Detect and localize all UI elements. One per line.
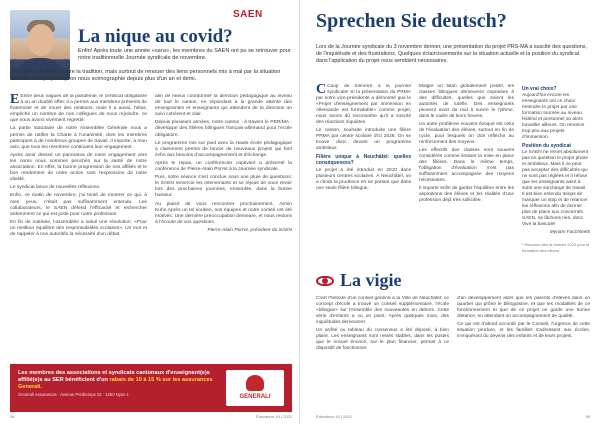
paragraph: Le canton, souhaite introduire une filière PRMA par centre scolaire d'ici 2026. On se trouve donc devant un programme ambitieux. [316, 128, 411, 151]
paragraph: Le programme mis sur pied avec la Haute école pédagogique a clairement permis de lancer de nouveaux projets qui font écho aux besoins d'accompagnement et d'échange. [155, 140, 292, 158]
paragraph: C'est l'histoire d'un conseil général à la Ville de Neuchâtel: ce concept d'école a trouvé un conseil supplémentaire, l'école «bilingue» sur l'ensemble des nouveautés en dehors. Cette série d'enfants a vu un point. Après quelques mois, des inquiétudes demeurent. [316, 296, 449, 325]
paragraph: Depuis plusieurs années, notre canton - à travers le PER/MA - développe des filières bilingues français-allemand pour l'école obligatoire. [155, 120, 292, 138]
photo-face [28, 24, 54, 56]
dropcap: E [10, 94, 20, 107]
body-columns-right [316, 84, 514, 264]
paragraph: Ce qui est d'abord accordé par le Conseil, l'urgence de cette situation perdure, et les familles s'adressent aux écoles, s'enquérant du devenir des enfants et de leurs projets. [457, 322, 590, 339]
generali-ad-banner[interactable] [10, 364, 292, 412]
paragraph: Un arrêté ou tableau du consensus a été déposé, à bien plaire. Les enseignants sont restés stables, dans les postes que le nouvel énoncé, sur le plan financier, permet à ce dispositif de fonctionner. [316, 328, 449, 351]
sidebar-paragraph: Le SAEN ne remet absolument pas en question le projet phare et ambitieux. Mais il ne peut pas accepter des difficultés qui ne sont pas réglées et il refuse que les enseignants aient à subir une surcharge de travail. [522, 150, 589, 191]
page-number: 39 [585, 414, 590, 419]
article-title-left: La nique au covid? [78, 26, 233, 47]
paragraph: Un autre problème souvent évoqué est celui de l'évaluation des élèves, surtout en fin de cycle, pour lesquels on doit réfléchir au renforcement des moyens. [419, 122, 514, 145]
saen-logo: SAEN [233, 9, 263, 20]
generali-logo [226, 370, 284, 406]
issue-label: Éducateur 10 | 2021 [256, 414, 292, 419]
dropcap: C [316, 84, 327, 97]
ad-headline: Les membres des associations et syndicats cantonaux d'enseignant(e)s affilié(e)s au SER bénéficient d'un rabais de 10 à 15 % sur les assurances Generali. [18, 370, 213, 390]
right-page [300, 0, 599, 424]
sidebar [522, 84, 590, 266]
column-1 [10, 94, 147, 364]
body-columns-left [10, 94, 292, 364]
intro-lead: Enfin! Après toute une année «sans», les membres du SAEN ont pu se retrouver pour notre traditionnelle Journée syndicale de novembre. [78, 48, 291, 62]
ad-highlight: rabais de 10 à 15 % sur les assurances Generali. [18, 377, 213, 390]
sidebar-heading: Position du syndicat [522, 143, 571, 149]
brand-name: GENERALI [239, 394, 271, 400]
paragraph: Après le repas, un conférencier captivant a présenté la conférence de Pierre-Alain Porret à la Journée syndicale. [155, 160, 292, 173]
paragraph: Au plaisir de vous rencontrer prochainement, Armin Kuhn.Après un tel soutien, nos équipes et notre comité ont été motivés. Une dernière préoccupation demeure, et nous restons à l'écoute de vos questions. [155, 201, 292, 225]
sidebar-heading: Un vrai choix? [522, 86, 557, 92]
column-2 [155, 94, 292, 364]
left-page [0, 0, 299, 424]
eye-icon [316, 272, 334, 290]
issue-label: Éducateur 10 | 2021 [316, 414, 352, 419]
paragraph: E Entre deux vagues de la pandémie, le certificat obligatoire à un an doublé effet: il a permis aux membres présents de fraterniser et de nouer des relations, mais il a aussi, hélas, empêché un nombre de nos collègues de nous rejoindre, ce que nous avons vivement regretté. [10, 94, 147, 124]
paragraph: Puis, notre séance s'est conclue sous une pluie de questions: le SAEN remercie les intervenants et se réjouit de vous revoir lors des prochaines journées, ensemble, dans la bonne humeur. [155, 175, 292, 199]
paragraph: Les effectifs des classes sont souvent considérés comme limitant la mise en place des filières. Dans le même temps, l'obligation d'évaluation n'est pas suffisamment accompagnée des moyens nécessaires. [419, 148, 514, 183]
vigie-column-2 [457, 296, 590, 408]
footnote: ¹ Reconnu dès la rentrée 2023 pour la formation des élèves [522, 242, 590, 253]
article-title-right: Sprechen Sie deutsch? [316, 10, 507, 32]
subheading: Filière unique à Neuchâtel: quelles conséquences? [316, 154, 411, 166]
vigie-columns [316, 296, 590, 408]
paragraph: La partie statutaire de notre Assemblée Générale nous a permis de ratifier la Charte à l'unanimité, dont les membres participent à de nombreux groupes de travail. Il importe, à mon avis, que tous les membres continuent leur engagement. [10, 126, 147, 150]
sidebar-paragraph: Il est bien entendu temps de marquer un stop et de relancer les réflexions afin de donner plus de place aux concernés. SAEN, ne lâchons rien, donc Vive la bascule! [522, 192, 588, 227]
paragraph: d'un développement alors que les parents d'élèves dans un quartier qui prône le bilinguisme, et que les modalités de ce fonctionnement et que de ce projet on garde une bonne distance, en attendant un accompagnement de qualité. [457, 296, 590, 319]
paragraph: Après avoir dressé un panorama de notre engagement vers les noms nous sommes penchés sur la santé de notre association. En effet, la bonne progression de nos affiliés et le bon rendement de notre action sont l'expression de notre vitalité. [10, 152, 147, 183]
paragraph: C Coup de tonnerre à la journée syndicale! Si la présentation du PRMA par notre vice-présidente a démontré que le «Projet d'enseignement par immersion en Allemande est formidable» comme projet, nous avons dû reconnaître qu'il a suscité des réactions inquiètes. [316, 84, 411, 125]
lion-icon [246, 375, 264, 391]
column-2 [419, 84, 514, 264]
vigie-title: La vigie [340, 270, 402, 290]
footer-left [10, 414, 292, 419]
column-1 [316, 84, 411, 264]
paragraph: Malgré un bilan globalement positif, les classes bilingues demeurent exposées à des difficultés, quelles que soient les autorités de tutelle. Des enseignants peuvent avoir du mal à suivre le rythme, dans le cadre de leurs heures. [419, 84, 514, 119]
vigie-header [316, 270, 402, 291]
paragraph: Enfin, ce matin de novembre, j'ai tenté de montrer ce qui, à mes yeux, n'était pas suffisamment entendu. Les collaborateurs, le SAEN défend l'efficacité et rechercher ardemment ce qui est juste pour notre profession. [10, 193, 147, 217]
footer-right [316, 414, 590, 419]
intro-right: Lors de la Journée syndicale du 3 novembre dernier, une présentation du projet PRS-MA a suscité des questions, de l'inquiétude et des frustrations. Quelques éclaircissements sur la situation actuelle et la position du syndicat dans l'application du projet nous semblent nécessaires. [316, 44, 587, 64]
paragraph: afin de mieux coordonner la direction pédagogique au niveau de tout le canton, en répondant à la grande attente des enseignantes et enseignants qui attendent de la direction un suivi cohérent et clair. [155, 94, 292, 118]
paragraph: Le syndicat lance de nouvelles réflexions. [10, 185, 101, 191]
vigie-column-1 [316, 296, 449, 408]
intro-full: L'occasion de faire revivre la tradition, mais surtout de renouer des liens personnels mis à mal par la situation sanitaire compliquée qu'on nous scénographie depuis plus d'un an et demi. [10, 69, 281, 83]
signature: Pierre-Alain Porret, président du SAEN [207, 227, 292, 233]
ad-subtext: Generali Assurances · Avenue Perdtemps 23 · 1260 Nyon 1 [18, 392, 129, 397]
sidebar-paragraph: Aujourd'hui encore les enseignants ont ce choix: entendre le projet par une formation tournée au niveau fédéral et personnel ou alors travailler ailleurs. On renonce trop peu aux projets d'immersion. [522, 93, 585, 140]
page-number: 38 [10, 414, 15, 419]
paragraph: Le projet a été introduit en 2010 dans plusieurs centres scolaires. À Neuchâtel, on a choisi la prudence en ne partant que dans une seule filière bilingue. [316, 168, 411, 191]
paragraph: Il importe enfin de garder l'équilibre entre les aspirations des élèves et les réalités d'une profession déjà très sollicitée. [419, 186, 514, 203]
sidebar-signature: Myriam Facchinetti [549, 230, 590, 235]
paragraph: En fin de matinée, l'assemblée a salué une résolution: «Pour un meilleur équilibre des responsabilités scolaires». Un mot et de rappeler à nos autorités la nécessité d'un débat. [10, 219, 147, 237]
